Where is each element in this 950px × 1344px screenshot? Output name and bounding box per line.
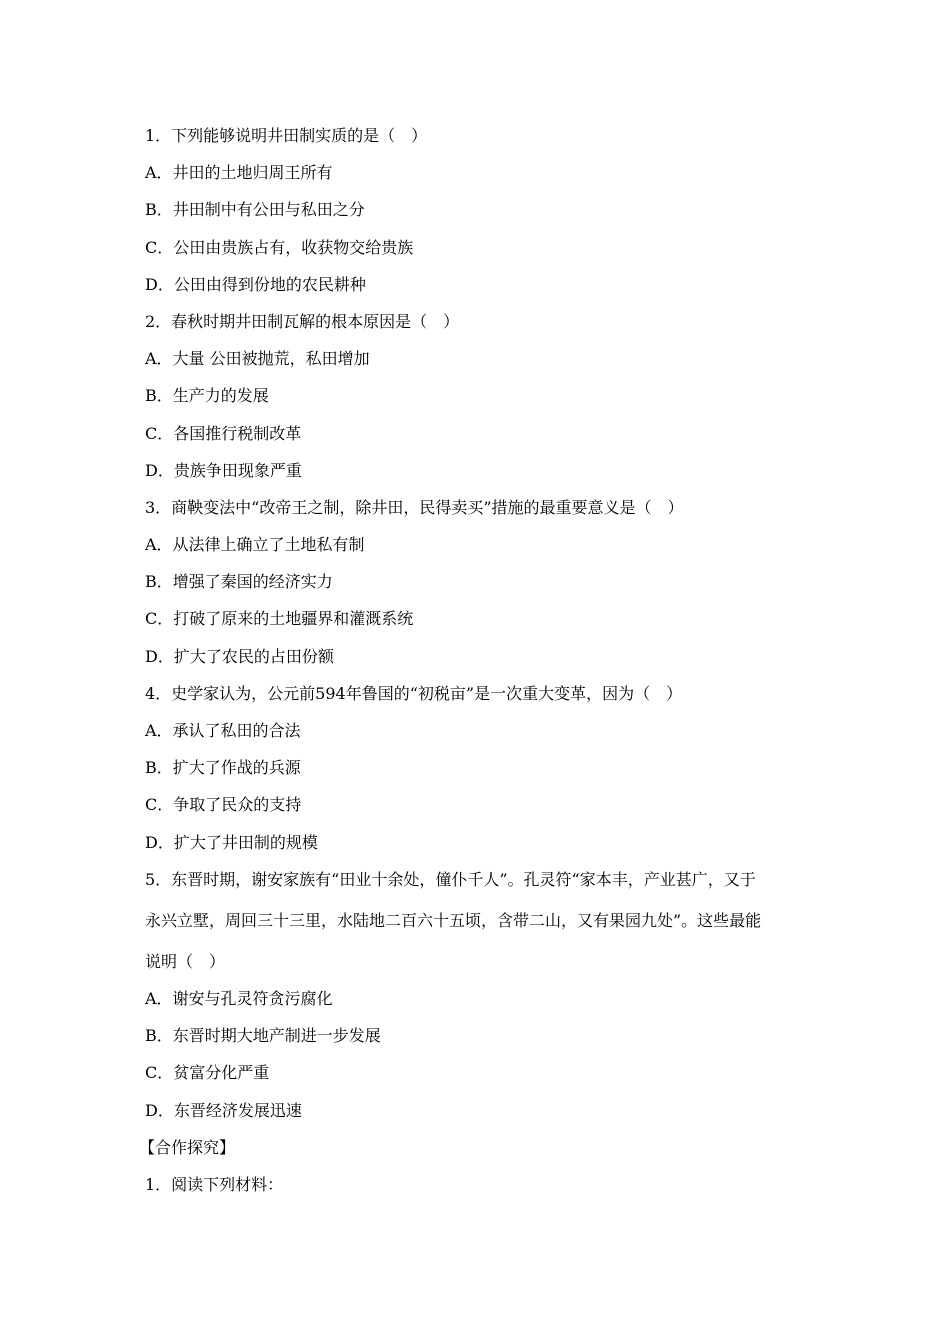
question-stem-line-1: 5．东晋时期，谢安家族有“田业十余处，僮仆千人”。孔灵符“家本丰，产业甚广，又于 <box>145 869 756 889</box>
option-a: A．承认了私田的合法 <box>145 721 301 740</box>
option-d: D．扩大了井田制的规模 <box>145 832 318 852</box>
option-d: D．公田由得到份地的农民耕种 <box>145 274 366 294</box>
question-stem: 1．下列能够说明井田制实质的是（ ） <box>145 126 428 145</box>
question-1 <box>145 123 815 309</box>
option-b: B．东晋时期大地产制进一步发展 <box>145 1026 381 1046</box>
content <box>139 123 815 1209</box>
option-c: C．争取了民众的支持 <box>145 795 302 815</box>
question-stem: 2．春秋时期井田制瓦解的根本原因是（ ） <box>145 311 460 331</box>
option-b: B．扩大了作战的兵源 <box>145 758 301 778</box>
option-c: C．贫富分化严重 <box>145 1063 270 1083</box>
option-b: B．井田制中有公田与私田之分 <box>145 200 365 220</box>
option-a: A．从法律上确立了土地私有制 <box>145 535 365 555</box>
option-c: C．各国推行税制改革 <box>145 423 302 443</box>
question-2 <box>145 309 815 495</box>
option-b: B．增强了秦国的经济实力 <box>145 572 333 592</box>
section-title: 【合作探究】 <box>139 1137 236 1157</box>
question-stem: 4．史学家认为，公元前594年鲁国的“初税亩”是一次重大变革，因为（ ） <box>145 683 683 703</box>
option-a: A．大量 公田被抛荒，私田增加 <box>145 349 370 369</box>
option-a: A．井田的土地归周王所有 <box>145 163 333 183</box>
question-stem-line-3: 说明（ ） <box>145 951 226 971</box>
exploration-item: 1．阅读下列材料： <box>145 1174 284 1194</box>
option-b: B．生产力的发展 <box>145 386 269 406</box>
question-stem-line-2: 永兴立墅，周回三十三里，水陆地二百六十五顷，含带二山，又有果园九处”。这些最能 <box>145 910 762 930</box>
question-3 <box>145 495 815 681</box>
question-4 <box>145 681 815 867</box>
option-d: D．扩大了农民的占田份额 <box>145 646 334 666</box>
option-c: C．打破了原来的土地疆界和灌溉系统 <box>145 609 414 629</box>
question-stem: 3．商鞅变法中“改帝王之制，除井田，民得卖买”措施的最重要意义是（ ） <box>145 497 684 517</box>
option-c: C．公田由贵族占有，收获物交给贵族 <box>145 237 414 257</box>
option-a: A．谢安与孔灵符贪污腐化 <box>145 988 333 1008</box>
question-5 <box>145 867 815 1135</box>
option-d: D．东晋经济发展迅速 <box>145 1100 302 1120</box>
option-d: D．贵族争田现象严重 <box>145 460 302 480</box>
